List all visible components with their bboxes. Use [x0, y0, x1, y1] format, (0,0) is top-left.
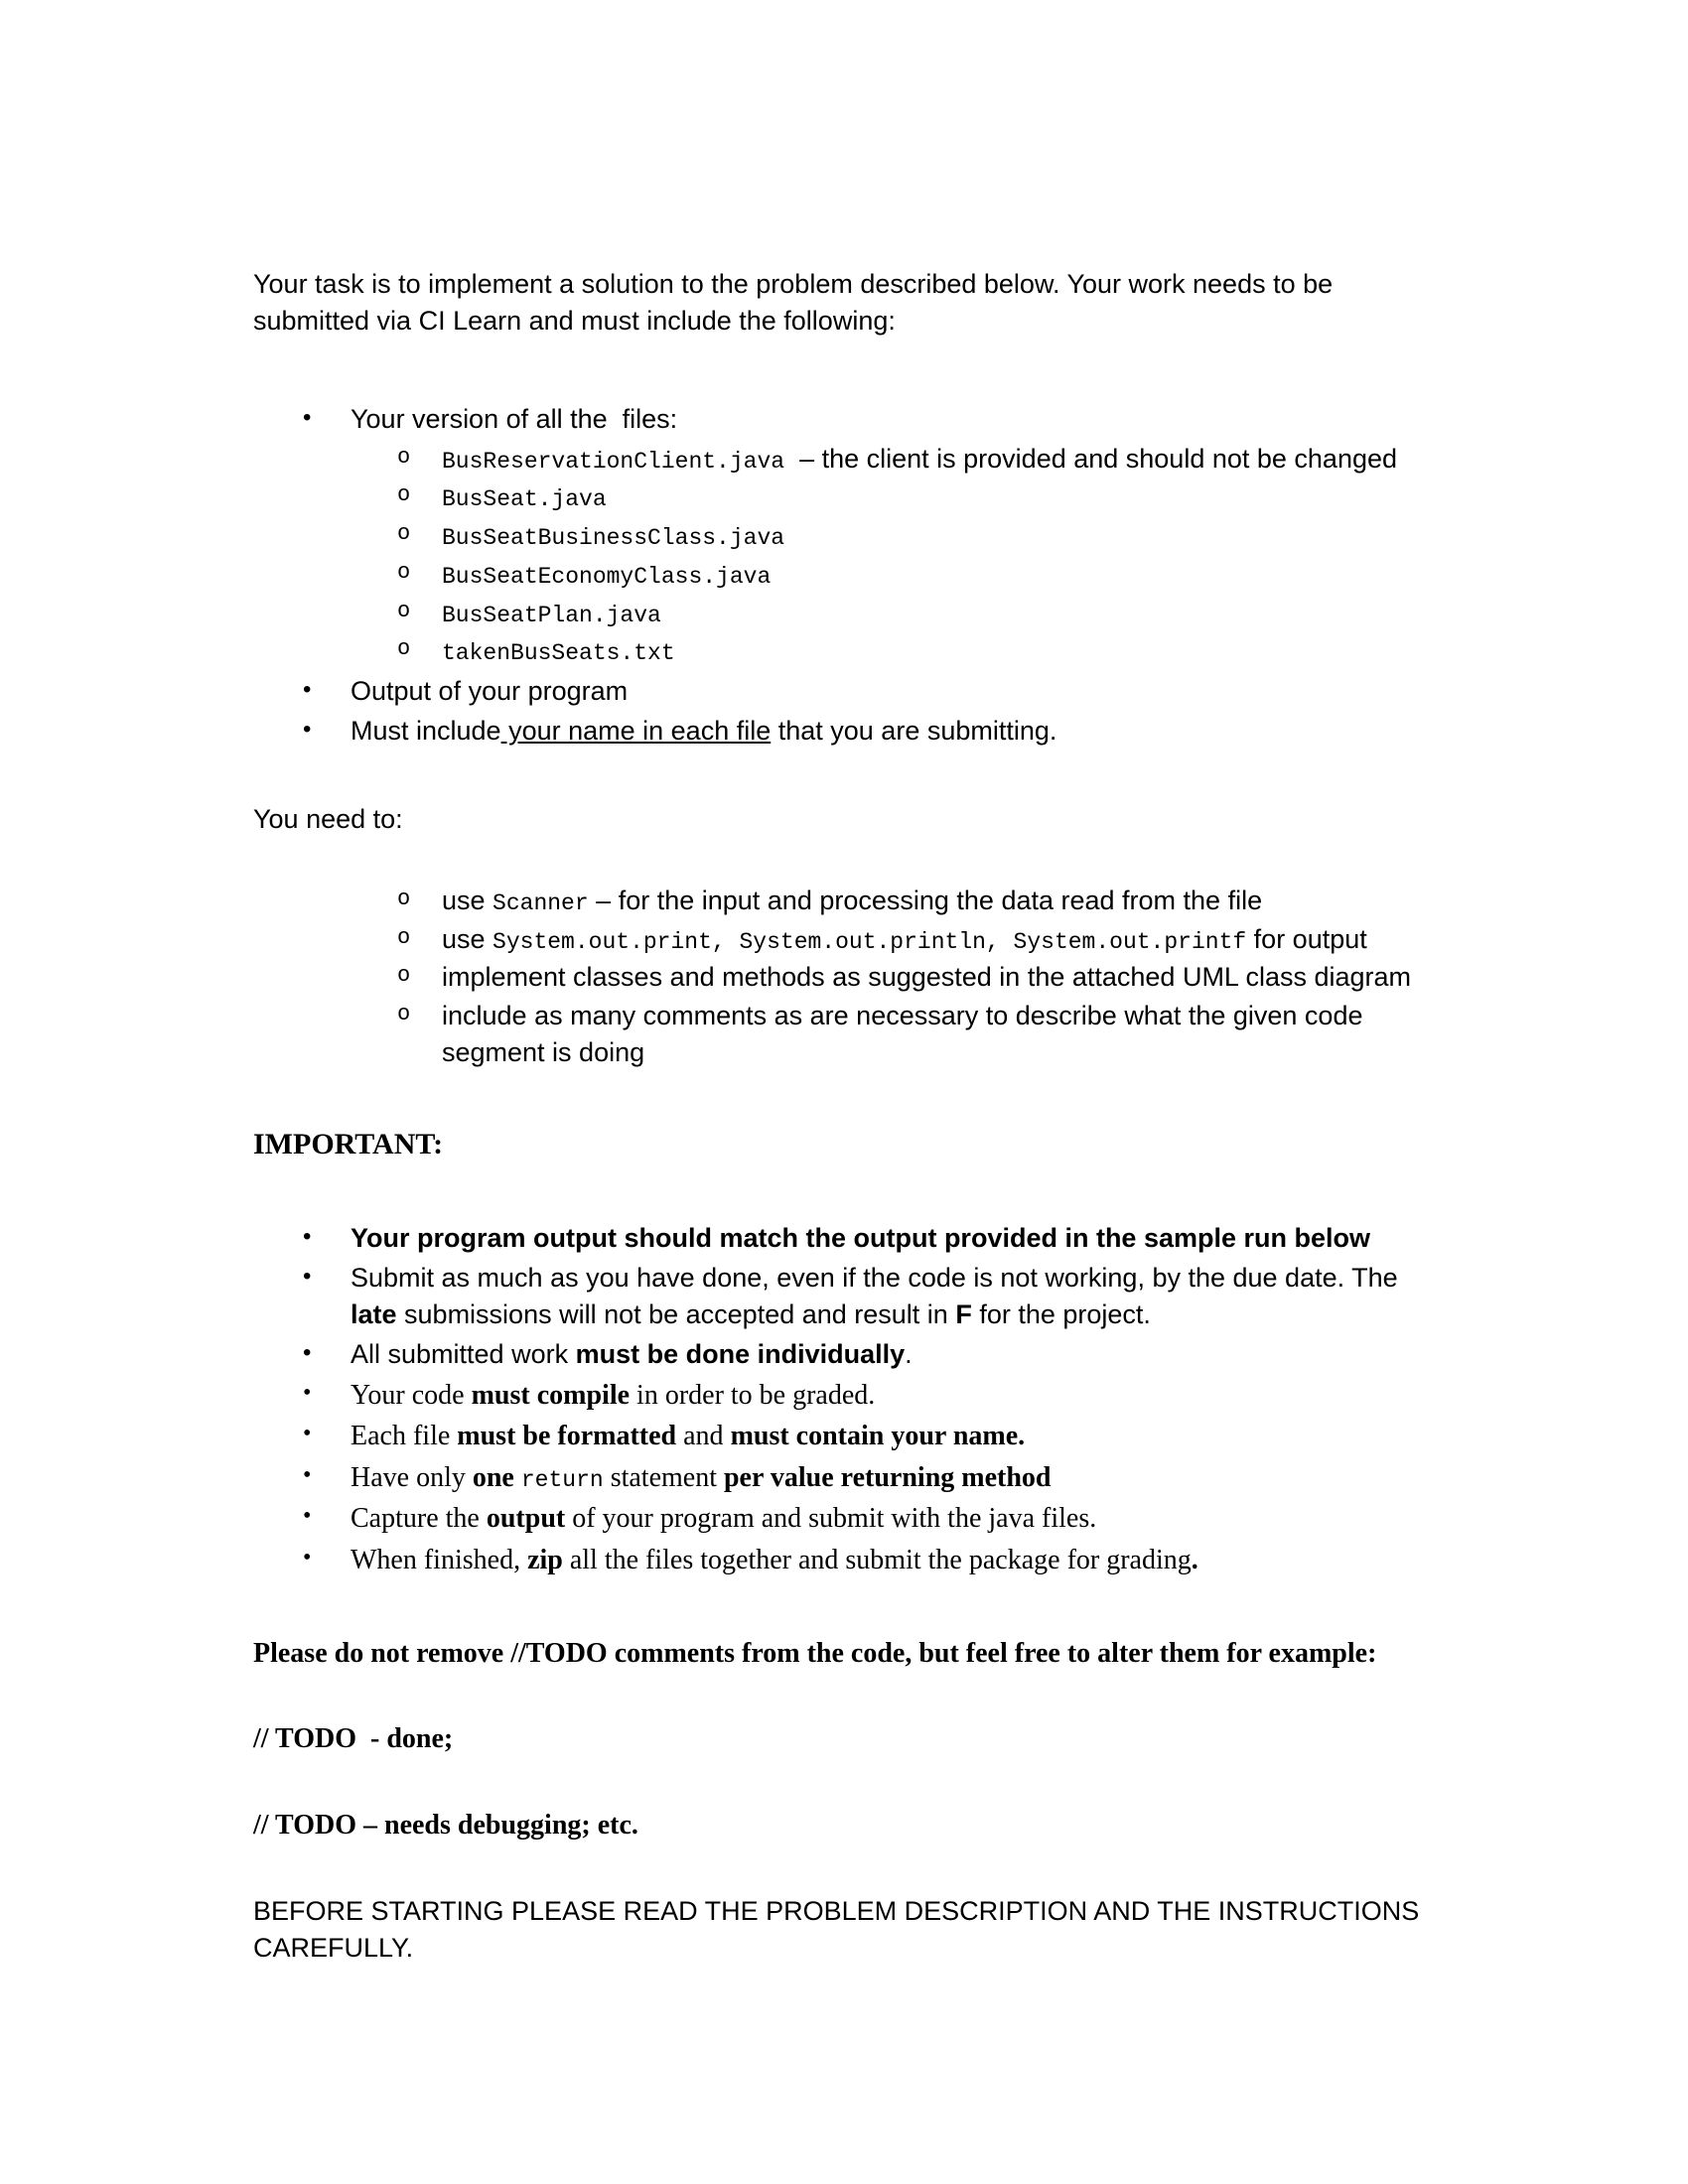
- you-need-to: [253, 801, 1440, 838]
- text-segment: zip: [527, 1545, 563, 1576]
- text-segment: Your code: [351, 1379, 472, 1411]
- text-segment: output: [486, 1503, 566, 1535]
- circle-marker: o: [397, 886, 411, 911]
- todo-debug-example: [253, 1807, 1440, 1845]
- requirement-item: [253, 998, 1440, 1072]
- circle-marker: o: [397, 963, 411, 989]
- text-segment: Must include: [351, 716, 501, 747]
- text-segment: // TODO – needs debugging; etc.: [253, 1809, 638, 1841]
- text-content: [442, 441, 1440, 478]
- circle-marker: o: [397, 1001, 411, 1026]
- text-content: [351, 713, 1440, 750]
- text-content: [351, 1500, 1440, 1539]
- text-content: [351, 673, 1440, 710]
- text-segment: You need to:: [253, 803, 403, 834]
- important-item: [253, 1220, 1440, 1257]
- text-segment: must contain your name.: [730, 1421, 1026, 1452]
- circle-marker: o: [397, 924, 411, 950]
- text-segment: must compile: [471, 1379, 631, 1411]
- text-segment: must be done individually: [575, 1339, 906, 1370]
- circle-marker: o: [397, 598, 411, 623]
- text-content: [253, 1810, 638, 1841]
- requirement-item: [253, 959, 1440, 996]
- text-segment: include as many comments as are necessary to describe what the given code segment is doing: [442, 1000, 1370, 1067]
- spacer: [253, 341, 1440, 398]
- bullet-marker: •: [303, 1545, 312, 1571]
- important-item: [253, 1459, 1440, 1498]
- text-segment: Your program output should match the output provided in the sample run below: [351, 1222, 1371, 1253]
- text-content: [442, 883, 1440, 920]
- important-item: [253, 1500, 1440, 1539]
- code-text: BusSeat.java: [442, 486, 607, 513]
- text-segment: in order to be graded.: [630, 1379, 876, 1411]
- text-segment: and: [676, 1421, 731, 1452]
- text-segment: for output: [1246, 923, 1367, 954]
- circle-marker: o: [397, 482, 411, 508]
- spacer: [253, 1583, 1440, 1635]
- text-segment: .: [905, 1339, 913, 1370]
- text-content: [253, 1896, 1427, 1963]
- code-text: BusSeatBusinessClass.java: [442, 525, 785, 552]
- text-segment: – for the input and processing the data read from the file: [588, 885, 1263, 915]
- text-content: [351, 1260, 1440, 1334]
- important-item: [253, 1260, 1440, 1334]
- requirement-item: [253, 921, 1440, 959]
- text-segment: When finished,: [351, 1545, 528, 1576]
- text-content: [253, 1638, 1376, 1669]
- text-content: [351, 401, 1440, 438]
- text-content: [253, 269, 1340, 336]
- text-segment: Capture the: [351, 1503, 487, 1535]
- text-segment: use: [442, 923, 493, 954]
- text-segment: late: [351, 1299, 397, 1330]
- code-text: return: [520, 1466, 604, 1493]
- code-text: System.out.print, System.out.println, System.out.printf: [492, 928, 1247, 955]
- text-segment: your name in each file: [500, 716, 772, 747]
- bullet-files: [253, 401, 1440, 438]
- text-segment: that you are submitting.: [771, 716, 1057, 747]
- text-content: [253, 804, 403, 834]
- text-content: [442, 921, 1440, 959]
- text-content: [442, 556, 1440, 594]
- important-item: [253, 1336, 1440, 1373]
- text-segment: BEFORE STARTING PLEASE READ THE PROBLEM DESCRIPTION AND THE INSTRUCTIONS CAREFULLY.: [253, 1895, 1427, 1963]
- spacer: [253, 1072, 1440, 1124]
- text-segment: Your task is to implement a solution to the problem described below. Your work needs to be submitted via CI Learn and must include the following:: [253, 269, 1340, 337]
- text-segment: all the files together and submit the package for grading: [562, 1545, 1192, 1576]
- bullet-marker: •: [303, 1339, 312, 1367]
- bullet-marker: •: [303, 1262, 312, 1290]
- text-content: [351, 1336, 1440, 1373]
- todo-note: [253, 1635, 1440, 1674]
- text-segment: submissions will not be accepted and result in: [396, 1299, 956, 1330]
- text-segment: Your version of all the files:: [351, 403, 678, 434]
- circle-marker: o: [397, 559, 411, 585]
- text-content: [442, 632, 1440, 670]
- bullet-marker: •: [303, 1461, 312, 1488]
- text-segment: Submit as much as you have done, even if the code is not working, by the due date. The: [351, 1262, 1406, 1293]
- text-content: [351, 1377, 1440, 1416]
- text-content: [442, 959, 1440, 996]
- bullet-marker: •: [303, 1421, 312, 1447]
- bullet-marker: •: [303, 403, 312, 431]
- spacer: [253, 1673, 1440, 1720]
- bullet-marker: •: [303, 676, 312, 704]
- text-segment: IMPORTANT:: [253, 1128, 444, 1161]
- text-segment: // TODO - done;: [253, 1723, 454, 1755]
- text-segment: of your program and submit with the java files.: [565, 1503, 1097, 1535]
- text-segment: [514, 1462, 521, 1493]
- file-item: [253, 556, 1440, 594]
- text-segment: All submitted work: [351, 1339, 576, 1370]
- code-text: BusReservationClient.java: [442, 448, 785, 475]
- important-item: [253, 1377, 1440, 1416]
- text-content: [442, 478, 1440, 516]
- text-content: [253, 1723, 453, 1754]
- text-segment: per value returning method: [723, 1461, 1052, 1493]
- file-item: [253, 441, 1440, 478]
- text-content: [442, 595, 1440, 632]
- bullet-marker: •: [303, 716, 312, 744]
- code-text: takenBusSeats.txt: [442, 640, 675, 667]
- text-content: [253, 1128, 443, 1160]
- spacer: [253, 1165, 1440, 1217]
- text-segment: F: [955, 1299, 972, 1330]
- file-item: [253, 632, 1440, 670]
- text-segment: must be formatted: [457, 1421, 677, 1452]
- bullet-name: [253, 713, 1440, 750]
- text-content: [351, 1418, 1440, 1456]
- text-segment: Please do not remove //TODO comments from the code, but feel free to alter them for example:: [253, 1637, 1377, 1669]
- circle-marker: o: [397, 444, 411, 470]
- text-segment: use: [442, 885, 493, 915]
- intro-paragraph: [253, 266, 1440, 341]
- document-content: [253, 266, 1440, 1967]
- important-heading: [253, 1124, 1440, 1164]
- spacer: [253, 753, 1440, 801]
- code-text: BusSeatEconomyClass.java: [442, 563, 772, 590]
- circle-marker: o: [397, 636, 411, 662]
- text-segment: for the project.: [971, 1299, 1151, 1330]
- important-item: [253, 1418, 1440, 1456]
- todo-done-example: [253, 1720, 1440, 1759]
- text-content: [442, 998, 1440, 1072]
- text-segment: one: [472, 1461, 514, 1493]
- file-item: [253, 517, 1440, 555]
- code-text: BusSeatPlan.java: [442, 602, 661, 628]
- important-item: [253, 1542, 1440, 1580]
- bullet-marker: •: [303, 1222, 312, 1250]
- code-text: Scanner: [492, 889, 589, 916]
- text-segment: – the client is provided and should not be changed: [784, 443, 1398, 474]
- bullet-marker: •: [303, 1379, 312, 1406]
- text-segment: implement classes and methods as suggested in the attached UML class diagram: [442, 962, 1412, 993]
- bullet-output: [253, 673, 1440, 710]
- text-segment: .: [1191, 1545, 1198, 1576]
- bullet-marker: •: [303, 1503, 312, 1530]
- text-content: [442, 517, 1440, 555]
- circle-marker: o: [397, 521, 411, 547]
- before-starting-note: [253, 1893, 1440, 1968]
- requirement-item: [253, 883, 1440, 920]
- text-segment: statement: [603, 1461, 724, 1493]
- text-segment: Have only: [351, 1461, 473, 1493]
- text-content: [351, 1542, 1440, 1580]
- file-item: [253, 595, 1440, 632]
- file-item: [253, 478, 1440, 516]
- text-content: [351, 1459, 1440, 1498]
- text-segment: Each file: [351, 1421, 458, 1452]
- spacer: [253, 1845, 1440, 1893]
- text-content: [351, 1220, 1440, 1257]
- text-segment: Output of your program: [351, 676, 629, 707]
- spacer: [253, 1759, 1440, 1807]
- spacer: [253, 838, 1440, 882]
